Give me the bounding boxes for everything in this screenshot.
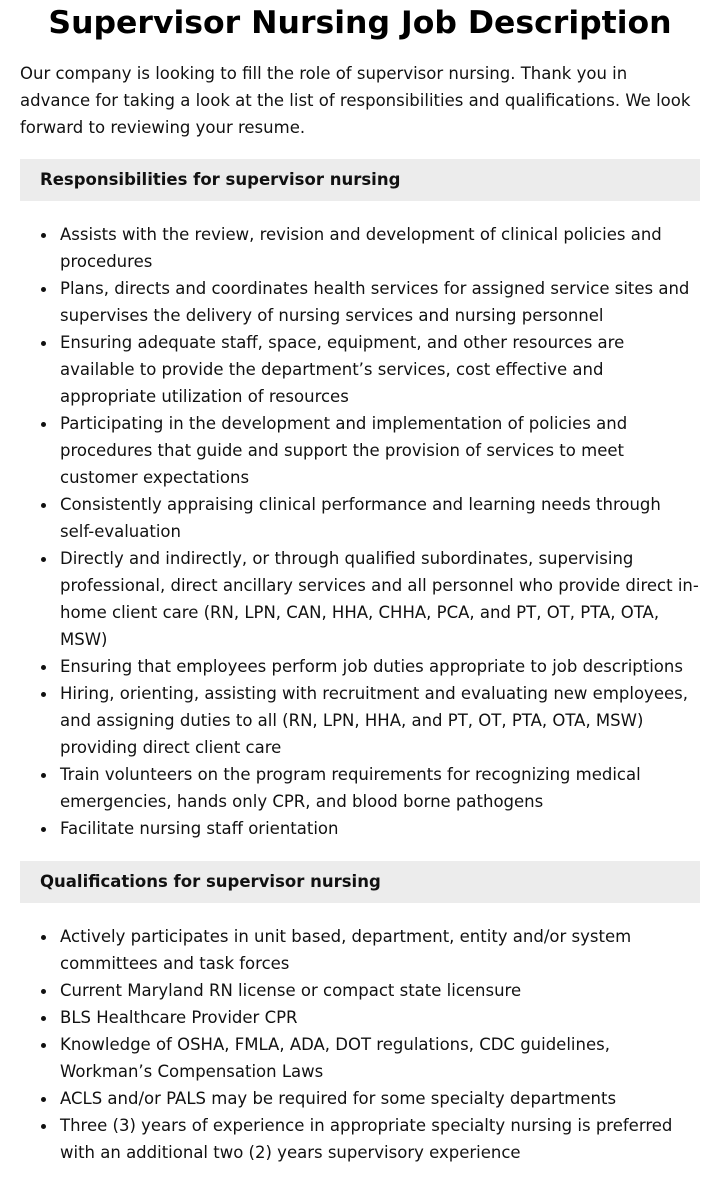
qualification-item: Actively participates in unit based, department, entity and/or system committees and task forces [20,923,700,977]
qualification-item: Current Maryland RN license or compact state licensure [20,977,700,1004]
responsibilities-heading: Responsibilities for supervisor nursing [20,159,700,201]
qualification-item: Knowledge of OSHA, FMLA, ADA, DOT regulations, CDC guidelines, Workman’s Compensation Laws [20,1031,700,1085]
responsibility-item: Train volunteers on the program requirements for recognizing medical emergencies, hands only CPR, and blood borne pathogens [20,761,700,815]
responsibility-item: Facilitate nursing staff orientation [20,815,700,842]
qualifications-list [20,923,700,1166]
responsibility-item: Assists with the review, revision and development of clinical policies and procedures [20,221,700,275]
qualification-item: ACLS and/or PALS may be required for some specialty departments [20,1085,700,1112]
responsibility-item: Plans, directs and coordinates health services for assigned service sites and supervises the delivery of nursing services and nursing personnel [20,275,700,329]
responsibility-item: Ensuring that employees perform job duties appropriate to job descriptions [20,653,700,680]
responsibility-item: Directly and indirectly, or through qualified subordinates, supervising professional, direct ancillary services and all personnel who provide direct in-home client care (RN, LPN, CAN, HHA, CHHA, PCA, and PT, OT, PTA, OTA, MSW) [20,545,700,653]
responsibility-item: Hiring, orienting, assisting with recruitment and evaluating new employees, and assigning duties to all (RN, LPN, HHA, and PT, OT, PTA, OTA, MSW) providing direct client care [20,680,700,761]
responsibilities-list [20,221,700,842]
responsibility-item: Consistently appraising clinical performance and learning needs through self-evaluation [20,491,700,545]
qualifications-heading: Qualifications for supervisor nursing [20,861,700,903]
responsibility-item: Ensuring adequate staff, space, equipment, and other resources are available to provide the department’s services, cost effective and appropriate utilization of resources [20,329,700,410]
qualification-item: BLS Healthcare Provider CPR [20,1004,700,1031]
page-title: Supervisor Nursing Job Description [48,5,672,41]
intro-paragraph: Our company is looking to fill the role of supervisor nursing. Thank you in advance for taking a look at the list of responsibilities and qualifications. We look forward to reviewing your resume. [20,64,691,137]
qualification-item: Three (3) years of experience in appropriate specialty nursing is preferred with an additional two (2) years supervisory experience [20,1112,700,1166]
responsibility-item: Participating in the development and implementation of policies and procedures that guide and support the provision of services to meet customer expectations [20,410,700,491]
